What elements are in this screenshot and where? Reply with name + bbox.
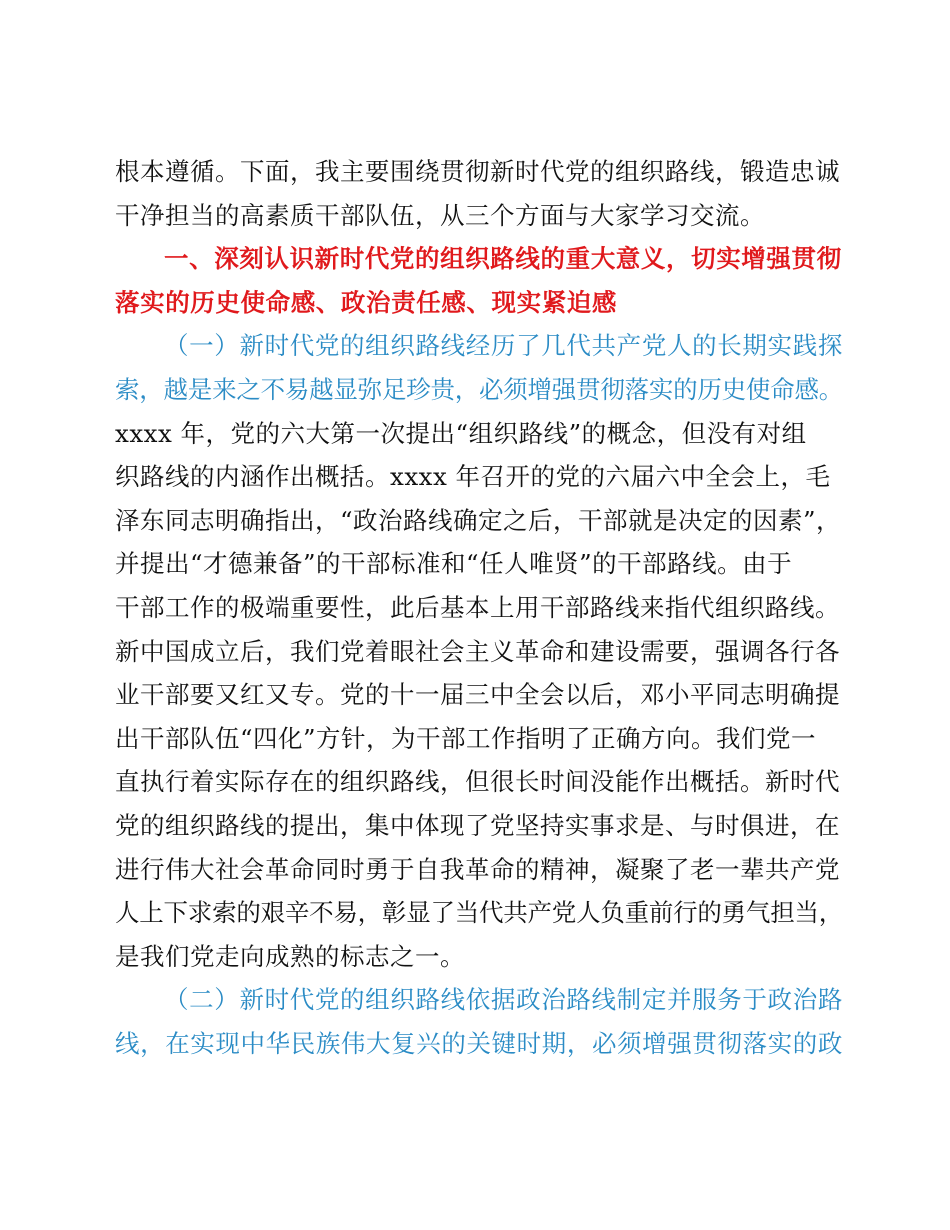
paragraph-line: 直执行着实际存在的组织路线，但很长时间没能作出概括。新时代 [115, 767, 840, 797]
paragraph-line: 干部工作的极端重要性，此后基本上用干部路线来指代组织路线。 [115, 592, 840, 622]
paragraph-line: 党的组织路线的提出，集中体现了党坚持实事求是、与时俱进，在 [115, 810, 840, 840]
document-body [115, 150, 843, 1065]
paragraph-line: 泽东同志明确指出，“政治路线确定之后，干部就是决定的因素”， [115, 505, 842, 535]
paragraph-line: xxxx 年，党的六大第一次提出“组织路线”的概念，但没有对组 [115, 418, 807, 448]
paragraph-line: 织路线的内涵作出概括。xxxx 年召开的党的六届六中全会上，毛 [115, 462, 831, 492]
subsection-heading-line: 索，越是来之不易越显弥足珍贵，必须增强贯彻落实的历史使命感。 [115, 374, 843, 404]
subsection-heading-line: （二）新时代党的组织路线依据政治路线制定并服务于政治路 [164, 985, 843, 1015]
section-heading-line: 落实的历史使命感、政治责任感、现实紧迫感 [115, 287, 617, 317]
paragraph-line: 进行伟大社会革命同时勇于自我革命的精神，凝聚了老一辈共产党 [115, 854, 840, 884]
paragraph-line: 干净担当的高素质干部队伍，从三个方面与大家学习交流。 [115, 200, 765, 230]
paragraph-line: 业干部要又红又专。党的十一届三中全会以后，邓小平同志明确提 [115, 680, 840, 710]
paragraph-line: 新中国成立后，我们党着眼社会主义革命和建设需要，强调各行各 [115, 636, 840, 666]
paragraph-line: 是我们党走向成熟的标志之一。 [115, 941, 465, 971]
paragraph-line: 出干部队伍“四化”方针，为干部工作指明了正确方向。我们党一 [115, 723, 817, 753]
paragraph-line: 人上下求索的艰辛不易，彰显了当代共产党人负重前行的勇气担当， [115, 898, 843, 928]
subsection-heading-line: 线，在实现中华民族伟大复兴的关键时期，必须增强贯彻落实的政 [115, 1028, 843, 1058]
section-heading-line: 一、深刻认识新时代党的组织路线的重大意义，切实增强贯彻 [164, 244, 842, 274]
subsection-heading-line: （一）新时代党的组织路线经历了几代共产党人的长期实践探 [164, 331, 843, 361]
paragraph-line: 根本遵循。下面，我主要围绕贯彻新时代党的组织路线，锻造忠诚 [115, 157, 840, 186]
paragraph-line: 并提出“才德兼备”的干部标准和“任人唯贤”的干部路线。由于 [115, 549, 793, 579]
